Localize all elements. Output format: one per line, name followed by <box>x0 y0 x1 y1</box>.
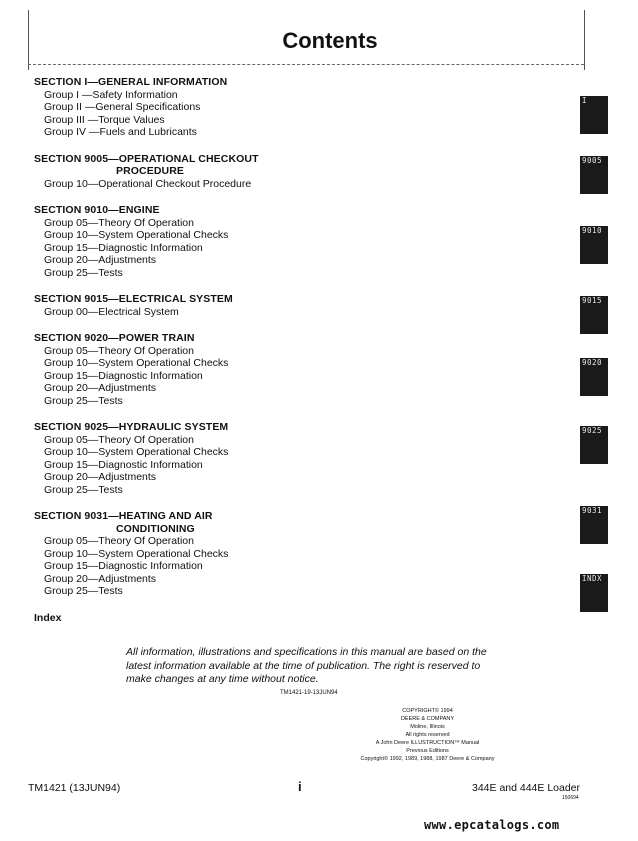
section-heading[interactable] <box>34 510 394 535</box>
toc-group-entry[interactable]: Group 20—Adjustments <box>44 572 157 585</box>
toc-group-entry[interactable]: Group I —Safety Information <box>44 88 178 101</box>
section-heading[interactable] <box>34 76 394 89</box>
toc-group-entry[interactable]: Group 25—Tests <box>44 483 123 496</box>
tm-code: TM1421-19-13JUN94 <box>280 690 338 696</box>
toc-group-entry[interactable]: Group 10—System Operational Checks <box>44 229 229 241</box>
left-margin-line <box>28 10 29 70</box>
copyright-line: Previous Editions <box>406 748 449 754</box>
copyright-line: All rights reserved <box>405 732 450 738</box>
right-margin-line <box>584 10 585 70</box>
section-heading-text: SECTION 9020—POWER TRAIN <box>34 332 195 344</box>
toc-group-entry[interactable]: Group 15—Diagnostic Information <box>44 241 203 254</box>
toc-section <box>34 76 394 139</box>
toc-group-entry[interactable]: Group 20—Adjustments <box>44 254 157 266</box>
toc-group-entry[interactable]: Group 05—Theory Of Operation <box>44 433 194 446</box>
toc-group-entry[interactable]: Group 05—Theory Of Operation <box>44 535 194 547</box>
toc-section <box>34 153 394 191</box>
copyright-line: Moline, Illinois <box>410 724 445 730</box>
toc-section <box>34 293 394 318</box>
toc-section <box>34 510 394 598</box>
toc-group-entry[interactable]: Group 05—Theory Of Operation <box>44 216 194 229</box>
toc-group-entry[interactable]: Group 15—Diagnostic Information <box>44 560 203 572</box>
section-heading-text: SECTION 9005—OPERATIONAL CHECKOUT <box>34 152 259 165</box>
footer-page-number: i <box>298 779 302 794</box>
footer-code: 150694 <box>562 795 579 801</box>
footer-model-name: 344E and 444E Loader <box>472 782 581 794</box>
disclaimer-text: All information, illustrations and specifications in this manual are based on the latest information available at the time of publication. The right is reserved to make changes at any time without notice. <box>126 646 487 685</box>
toc-group-entry[interactable]: Group 10—Operational Checkout Procedure <box>44 177 252 190</box>
copyright-line: COPYRIGHT© 1994 <box>402 708 453 714</box>
page-title: Contents <box>282 28 378 53</box>
section-tab[interactable]: 9020 <box>580 358 608 396</box>
copyright-line: Copyright© 1992, 1989, 1988, 1987 Deere & Company <box>360 756 495 762</box>
copyright-block <box>340 707 515 763</box>
toc-group-entry[interactable]: Group III —Torque Values <box>44 113 165 126</box>
section-tab[interactable]: 9025 <box>580 426 608 464</box>
watermark-link[interactable]: www.epcatalogs.com <box>424 818 560 832</box>
toc-group-entry[interactable]: Group 15—Diagnostic Information <box>44 458 203 471</box>
section-heading-continuation: PROCEDURE <box>116 165 184 177</box>
toc-section <box>34 204 394 279</box>
title-rule <box>28 64 584 65</box>
copyright-line: DEERE & COMPANY <box>400 716 455 722</box>
toc-group-entry[interactable]: Group 00—Electrical System <box>44 305 179 318</box>
toc-section <box>34 421 394 496</box>
page-title-container <box>220 28 440 54</box>
section-tab[interactable]: I <box>580 96 608 134</box>
toc-group-entry[interactable]: Group IV —Fuels and Lubricants <box>44 126 197 138</box>
section-tab[interactable]: 9031 <box>580 506 608 544</box>
section-heading-text: SECTION 9025—HYDRAULIC SYSTEM <box>34 421 229 433</box>
section-heading[interactable] <box>34 204 394 217</box>
toc-group-entry[interactable]: Group 20—Adjustments <box>44 382 157 394</box>
section-tab[interactable]: INDX <box>580 574 608 612</box>
section-heading[interactable] <box>34 332 394 345</box>
section-heading[interactable] <box>34 293 394 306</box>
section-heading-text: SECTION 9015—ELECTRICAL SYSTEM <box>34 293 233 305</box>
toc-group-entry[interactable]: Group 25—Tests <box>44 266 123 279</box>
section-tab[interactable]: 9010 <box>580 226 608 264</box>
section-tab[interactable]: 9005 <box>580 156 608 194</box>
footer-manual-id: TM1421 (13JUN94) <box>28 782 121 794</box>
section-heading[interactable] <box>34 421 394 434</box>
toc-group-entry[interactable]: Group 25—Tests <box>44 585 123 597</box>
toc-group-entry[interactable]: Group 10—System Operational Checks <box>44 357 229 369</box>
table-of-contents <box>34 76 394 624</box>
toc-group-entry[interactable]: Group 15—Diagnostic Information <box>44 369 203 382</box>
toc-section <box>34 332 394 407</box>
copyright-line: A John Deere ILLUSTRUCTION™ Manual <box>375 740 480 746</box>
index-entry[interactable]: Index <box>34 611 62 624</box>
toc-group-entry[interactable]: Group 10—System Operational Checks <box>44 446 229 458</box>
toc-group-entry[interactable]: Group 20—Adjustments <box>44 471 157 483</box>
section-heading-text: SECTION 9010—ENGINE <box>34 204 160 216</box>
toc-group-entry[interactable]: Group 25—Tests <box>44 394 123 407</box>
section-heading-text: SECTION I—GENERAL INFORMATION <box>34 76 228 88</box>
toc-group-entry[interactable]: Group II —General Specifications <box>44 101 201 113</box>
toc-group-entry[interactable]: Group 05—Theory Of Operation <box>44 344 194 357</box>
section-heading-text: SECTION 9031—HEATING AND AIR <box>34 510 213 522</box>
section-heading-continuation: CONDITIONING <box>116 522 195 535</box>
section-tab[interactable]: 9015 <box>580 296 608 334</box>
section-heading[interactable] <box>34 153 394 178</box>
toc-group-entry[interactable]: Group 10—System Operational Checks <box>44 547 229 560</box>
